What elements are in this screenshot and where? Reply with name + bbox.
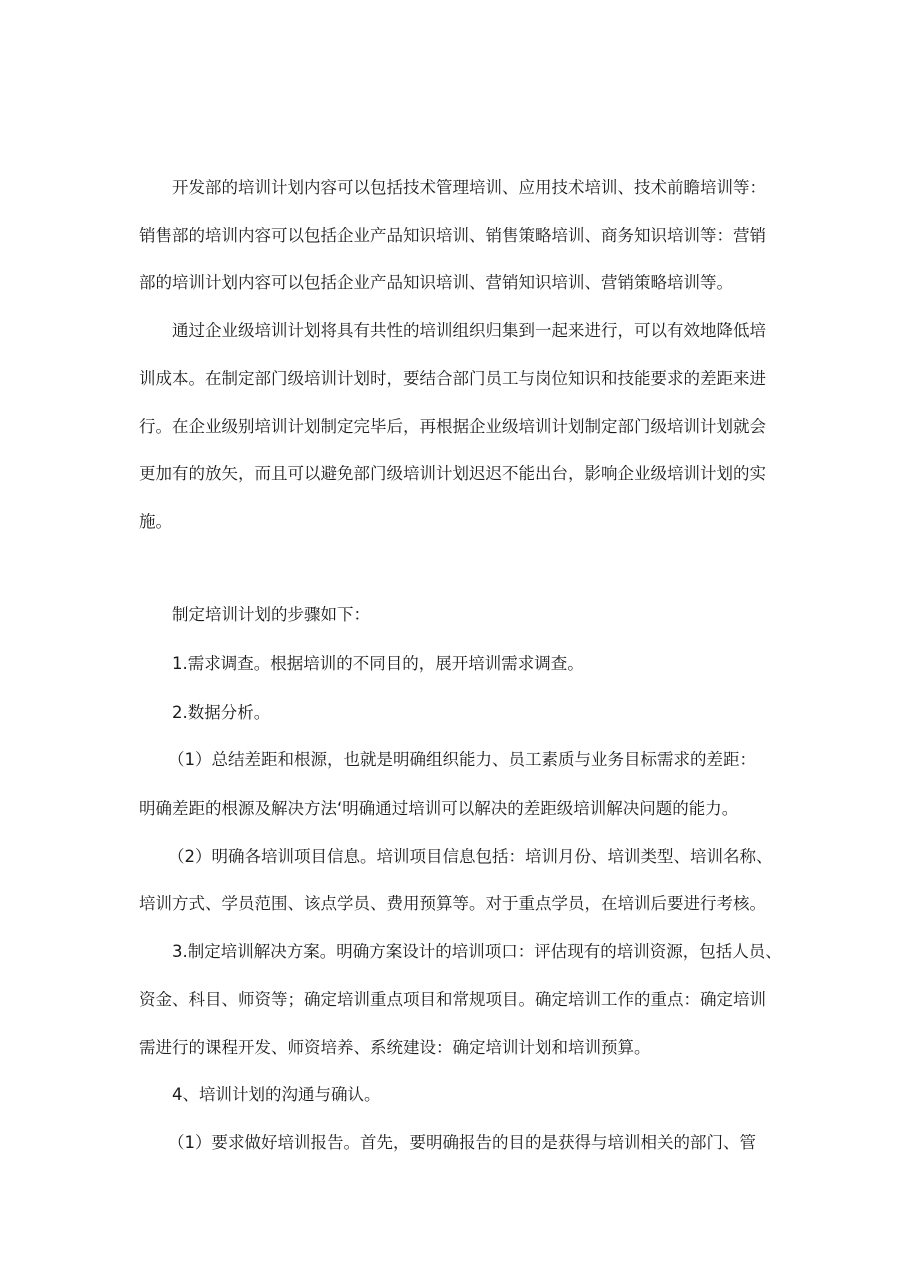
text-line: 制定培训计划的步骤如下： [172, 605, 370, 624]
text-line: 明确差距的根源及解决方法‘明确通过培训可以解决的差距级培训解决问题的能力。 [139, 799, 739, 818]
text-line: 需进行的课程开发、师资培养、系统建设：确定培训计划和培训预算。 [139, 1038, 651, 1057]
text-line: 2.数据分析。 [172, 703, 271, 722]
text-line: 施。 [139, 512, 172, 531]
text-line: （1）总结差距和根源，也就是明确组织能力、员工素质与业务目标需求的差距： [168, 750, 756, 769]
text-line: 4、培训计划的沟通与确认。 [172, 1085, 381, 1104]
text-line: 开发部的培训计划内容可以包括技术管理培训、应用技术培训、技术前瞻培训等： [172, 178, 766, 197]
text-line: 部的培训计划内容可以包括企业产品知识培训、营销知识培训、营销策略培训等。 [139, 273, 733, 292]
text-line: 资金、科目、师资等；确定培训重点项目和常规项目。确定培训工作的重点：确定培训 [139, 990, 766, 1009]
text-line: （2）明确各培训项目信息。培训项目信息包括：培训月份、培训类型、培训名称、 [168, 847, 773, 866]
text-line: 销售部的培训内容可以包括企业产品知识培训、销售策略培训、商务知识培训等：营销 [139, 226, 766, 245]
text-line: 培训方式、学员范围、该点学员、费用预算等。对于重点学员，在培训后要进行考核。 [139, 894, 766, 913]
text-line: 行。在企业级别培训计划制定完毕后，再根据企业级培训计划制定部门级培训计划就会 [139, 417, 766, 436]
text-line: 通过企业级培训计划将具有共性的培训组织归集到一起来进行，可以有效地降低培 [172, 321, 766, 340]
text-line: 3.制定培训解决方案。明确方案设计的培训项口：评估现有的培训资源，包括人员、 [172, 942, 782, 961]
text-line: 训成本。在制定部门级培训计划时，要结合部门员工与岗位知识和技能要求的差距来进 [139, 369, 766, 388]
text-line: 1.需求调查。根据培训的不同目的，展开培训需求调查。 [172, 654, 584, 673]
text-line: 更加有的放矢，而且可以避免部门级培训计划迟迟不能出台，影响企业级培训计划的实 [139, 464, 766, 483]
text-line: （1）要求做好培训报告。首先，要明确报告的目的是获得与培训相关的部门、管 [168, 1133, 756, 1152]
